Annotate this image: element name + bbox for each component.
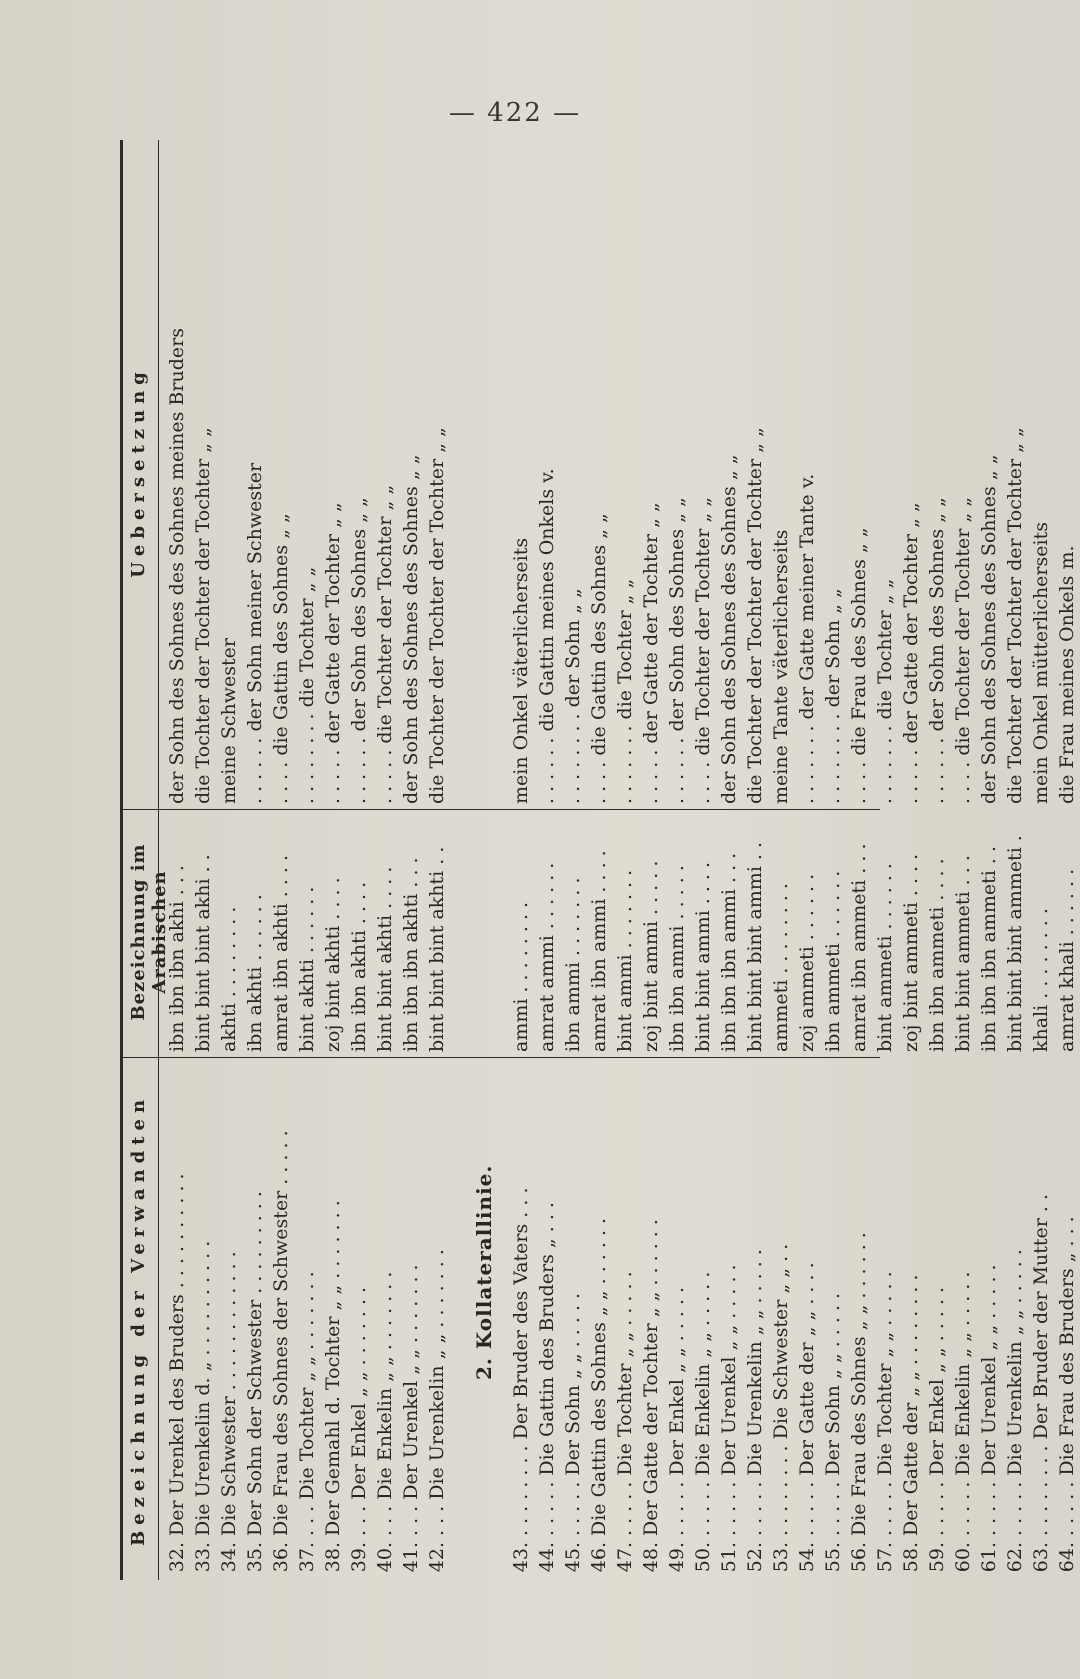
table-row [398, 140, 424, 1580]
table-row [872, 140, 898, 1580]
relative-name: Der Gatte der Tochter „ „ . . . . . . [640, 1219, 662, 1536]
translation-cell: . . . . . . . . der Sohn „ „ [562, 588, 584, 804]
translation-cell: meine Tante väterlicherseits [770, 529, 792, 804]
table-row [372, 140, 398, 1580]
table-row [1002, 140, 1028, 1580]
relative-name-cell [1054, 1060, 1080, 1580]
table-row [768, 140, 794, 1580]
relative-name: . . . . . Der Sohn „ „ . . . . . [822, 1292, 844, 1536]
translation-cell: . . . . die Tochter der Tochter „ „ [692, 496, 714, 804]
translation-cell: die Tochter der Tochter der Tochter „ „ [192, 427, 214, 804]
table-row [950, 140, 976, 1580]
row-number: 37. [296, 1542, 318, 1573]
table-row [820, 140, 846, 1580]
arabic-term-cell: ibn akhti . . . . . . [244, 894, 266, 1052]
row-number: 41. [400, 1542, 422, 1573]
relative-name-cell [534, 1060, 560, 1580]
relative-name: . . . . . Die Tochter „ „ . . . . . [874, 1271, 896, 1536]
header-relatives: Bezeichnung der Verwandten [128, 1093, 149, 1547]
arabic-term-cell: zoj bint akhti . . . . [322, 877, 344, 1052]
relative-name-cell [872, 1060, 898, 1580]
translation-cell: der Sohn des Sohnes des Sohnes „ „ [400, 454, 422, 804]
relative-name-cell [320, 1060, 346, 1580]
row-number: 54. [796, 1542, 818, 1573]
relative-name: . . . . . Der Enkel „ „ . . . . . [926, 1286, 948, 1536]
table-row [586, 140, 612, 1580]
table-row [1028, 140, 1054, 1580]
relative-name-cell [898, 1060, 924, 1580]
translation-cell: . . . . . . der Sohn des Sohnes „ „ [926, 497, 948, 804]
relative-name: Die Schwester . . . . . . . . . . . . [218, 1251, 240, 1536]
table-row [976, 140, 1002, 1580]
table-row [320, 140, 346, 1580]
arabic-term-cell: amrat ibn akhti . . . . [270, 854, 292, 1052]
row-number: 60. [952, 1542, 974, 1573]
relative-name-cell [716, 1060, 742, 1580]
row-number: 57. [874, 1542, 896, 1573]
relative-name-cell [690, 1060, 716, 1580]
relative-name-cell [950, 1060, 976, 1580]
translation-cell: mein Onkel mütterlicherseits [1030, 522, 1052, 804]
relative-name: . . . Die Urenkelin „ „ . . . . . . . [426, 1249, 448, 1536]
relative-name: . . . . . Die Tochter „ „ . . . . . [614, 1271, 636, 1536]
translation-cell: . . . . . . der Sohn meiner Schwester [244, 462, 266, 804]
relative-name: . . . . . . . . Die Schwester „ „ . . [770, 1243, 792, 1536]
translation-cell: der Sohn des Sohnes des Sohnes „ „ [978, 454, 1000, 804]
relative-name-cell [1028, 1060, 1054, 1580]
table-row [560, 140, 586, 1580]
arabic-term-cell: zoj ammeti . . . . . . [796, 873, 818, 1052]
table-top-rule [120, 140, 123, 1580]
translation-cell: . . . . die Gattin des Sohnes „ „ [588, 513, 610, 804]
translation-cell: mein Onkel väterlicherseits [510, 537, 532, 804]
translation-cell: . . . . . . . die Tochter „ „ [614, 578, 636, 804]
relative-name: . . . . . Die Urenkelin „ „ . . . . . [1004, 1249, 1026, 1536]
table-row [924, 140, 950, 1580]
relative-name: . . . . . Die Gattin des Bruders „ . . . [536, 1202, 558, 1536]
row-number: 62. [1004, 1542, 1026, 1573]
translation-cell: . . . . die Tochter der Tochter „ „ [952, 496, 974, 804]
relative-name: Der Sohn der Schwester . . . . . . . . . [244, 1191, 266, 1536]
table-row [508, 140, 534, 1580]
relative-name: . . . . . Der Gatte der „ „ . . . . [796, 1262, 818, 1536]
arabic-term-cell: bint bint akhti . . . . [374, 866, 396, 1052]
table-row [690, 140, 716, 1580]
row-number: 55. [822, 1542, 844, 1573]
row-number: 52. [744, 1542, 766, 1573]
row-number: 47. [614, 1542, 636, 1573]
table-header-rule [158, 140, 159, 1580]
relative-name: . . . . . Die Urenkelin „ „ . . . . . [744, 1249, 766, 1536]
translation-cell: . . . . die Frau des Sohnes „ „ [848, 527, 870, 804]
arabic-term-cell: ibn ibn ibn akhti . . . [400, 857, 422, 1052]
row-number: 39. [348, 1542, 370, 1573]
row-number: 51. [718, 1542, 740, 1573]
relative-name: . . . . . Die Enkelin „ „ . . . . . [952, 1271, 974, 1536]
row-number: 53. [770, 1542, 792, 1573]
relative-name-cell [768, 1060, 794, 1580]
relative-name-cell [424, 1060, 450, 1580]
row-number: 35. [244, 1542, 266, 1573]
relative-name: Die Gattin des Sohnes „ „ . . . . . . [588, 1217, 610, 1536]
table-row [190, 140, 216, 1580]
arabic-term-cell: bint akhti . . . . . . [296, 886, 318, 1052]
relative-name-cell [190, 1060, 216, 1580]
relative-name-cell [1002, 1060, 1028, 1580]
row-number: 63. [1030, 1542, 1052, 1573]
relative-name: Die Frau des Sohnes „ „ . . . . . . [848, 1232, 870, 1536]
header-translation: Uebersetzung [128, 366, 149, 578]
arabic-term-cell: ibn ibn ibn ammeti . . [978, 845, 1000, 1052]
arabic-term-cell: amrat ammi . . . . . . [536, 862, 558, 1052]
relative-name: . . . . . Der Sohn „ „ . . . . . [562, 1292, 584, 1536]
relative-name-cell [268, 1060, 294, 1580]
translation-cell: . . . . . der Gatte der Tochter „ „ [322, 502, 344, 804]
row-number: 46. [588, 1542, 610, 1573]
arabic-term-cell: amrat ibn ammi . . . . [588, 850, 610, 1052]
table-row [664, 140, 690, 1580]
arabic-term-cell: ibn ibn ammi . . . . . [666, 865, 688, 1052]
arabic-term-cell: bint bint ammeti . . . [952, 855, 974, 1052]
row-number: 45. [562, 1542, 584, 1573]
table-row [898, 140, 924, 1580]
table-row [424, 140, 450, 1580]
page-number: — 422 — [448, 98, 582, 128]
arabic-term-cell: zoj bint ammeti . . . . [900, 853, 922, 1052]
relative-name: . . . . . Der Enkel „ „ . . . . . [666, 1286, 688, 1536]
arabic-term-cell: bint ammeti . . . . . . [874, 863, 896, 1052]
row-number: 49. [666, 1542, 688, 1573]
table-row [716, 140, 742, 1580]
row-number: 58. [900, 1542, 922, 1573]
relative-name: . . . Der Enkel „ „ . . . . . . . [348, 1286, 370, 1536]
row-number: 59. [926, 1542, 948, 1573]
table-row [242, 140, 268, 1580]
arabic-term-cell: ibn ammi . . . . . . . [562, 877, 584, 1052]
relative-name: Die Urenkelin d. „ . . . . . . . . . . [192, 1240, 214, 1536]
relative-name-cell [346, 1060, 372, 1580]
row-number: 50. [692, 1542, 714, 1573]
translation-cell: . . . . . der Gatte der Tochter „ „ [900, 502, 922, 804]
arabic-term-cell: bint bint ammi . . . . [692, 861, 714, 1052]
table-row [216, 140, 242, 1580]
table-row [294, 140, 320, 1580]
table-row [164, 140, 190, 1580]
relative-name-cell [372, 1060, 398, 1580]
row-number: 34. [218, 1542, 240, 1573]
arabic-term-cell: bint bint bint ammi . . [744, 841, 766, 1052]
relative-name-cell [560, 1060, 586, 1580]
translation-cell: die Tochter der Tochter der Tochter „ „ [744, 427, 766, 804]
row-number: 33. [192, 1542, 214, 1573]
relative-name: . . . . . Die Frau des Bruders „ . . . [1056, 1216, 1078, 1536]
row-number: 36. [270, 1542, 292, 1573]
relative-name-cell [976, 1060, 1002, 1580]
relative-name-cell [612, 1060, 638, 1580]
row-number: 43. [510, 1542, 532, 1573]
table-row [534, 140, 560, 1580]
relative-name: . . . Die Enkelin „ „ . . . . . . . [374, 1271, 396, 1536]
arabic-term-cell: ammi . . . . . . . . [510, 901, 532, 1052]
translation-cell: meine Schwester [218, 638, 240, 804]
relations-table [80, 140, 1078, 1580]
relative-name: . . . . . . . . Der Bruder der Mutter . . [1030, 1193, 1052, 1536]
relative-name-cell [820, 1060, 846, 1580]
row-number: 40. [374, 1542, 396, 1573]
translation-cell: . . . . . der Gatte der Tochter „ „ [640, 502, 662, 804]
table-row [794, 140, 820, 1580]
translation-cell: der Sohn des Sohnes des Sohnes „ „ [718, 454, 740, 804]
relative-name-cell [924, 1060, 950, 1580]
arabic-term-cell: ibn ibn akhti . . . . [348, 881, 370, 1052]
arabic-term-cell: bint ammi . . . . . . . [614, 869, 636, 1052]
row-number: 61. [978, 1542, 1000, 1573]
relative-name-cell [638, 1060, 664, 1580]
relative-name-cell [586, 1060, 612, 1580]
relative-name-cell [242, 1060, 268, 1580]
row-number: 32. [166, 1542, 188, 1573]
table-row [846, 140, 872, 1580]
relative-name-cell [164, 1060, 190, 1580]
table-row [612, 140, 638, 1580]
arabic-term-cell: amrat ibn ammeti . . . [848, 843, 870, 1052]
translation-cell: der Sohn des Sohnes des Sohnes meines Bruders [166, 328, 188, 804]
relative-name-cell [508, 1060, 534, 1580]
relative-name: . . . . . Der Urenkel „ „ . . . . . [978, 1264, 1000, 1536]
row-number: 56. [848, 1542, 870, 1573]
translation-cell: . . . . . . . der Gatte meiner Tante v. [796, 473, 818, 804]
arabic-term-cell: akhti . . . . . . . . [218, 906, 240, 1052]
arabic-term-cell: khali . . . . . . . . [1030, 908, 1052, 1052]
translation-cell: . . . . . . . . die Tochter „ „ [296, 566, 318, 804]
relative-name-cell [398, 1060, 424, 1580]
table-row [268, 140, 294, 1580]
table-row [346, 140, 372, 1580]
relative-name: . . . Die Tochter „ „ . . . . . . . [296, 1271, 318, 1536]
relative-name-cell [846, 1060, 872, 1580]
relative-name-cell [294, 1060, 320, 1580]
translation-cell: . . . . die Gattin des Sohnes „ „ [270, 513, 292, 804]
translation-cell: . . . . . . der Sohn des Sohnes „ „ [666, 497, 688, 804]
table-row [1054, 140, 1080, 1580]
row-number: 38. [322, 1542, 344, 1573]
arabic-term-cell: zoj bint ammi . . . . . [640, 860, 662, 1052]
translation-cell: . . . . . . . . der Sohn „ „ [822, 588, 844, 804]
relative-name: Der Gatte der „ „ . . . . . . . . [900, 1274, 922, 1536]
arabic-term-cell: bint bint bint ammeti . [1004, 835, 1026, 1052]
translation-cell: . . . . . . . die Tochter „ „ [874, 578, 896, 804]
table-row [742, 140, 768, 1580]
arabic-term-cell: ibn ibn ammeti . . . . [926, 858, 948, 1052]
relative-name: Der Urenkel des Bruders . . . . . . . . . . [166, 1173, 188, 1536]
relative-name: . . . . . Der Urenkel „ „ . . . . . [718, 1264, 740, 1536]
arabic-term-cell: amrat khali . . . . . . [1056, 868, 1078, 1052]
arabic-term-cell: ibn ibn ibn akhi . . . [166, 865, 188, 1052]
relative-name-cell [742, 1060, 768, 1580]
header-arabic: Bezeichnung im Arabischen [128, 843, 170, 1021]
translation-cell: die Tochter der Tochter der Tochter „ „ [426, 427, 448, 804]
rotated-table-block [80, 140, 1078, 1580]
arabic-term-cell: ibn ibn ibn ammi . . . [718, 852, 740, 1052]
arabic-term-cell: ammeti . . . . . . . . [770, 883, 792, 1052]
relative-name: . . . . . Die Enkelin „ „ . . . . . [692, 1271, 714, 1536]
row-number: 44. [536, 1542, 558, 1573]
relative-name: Der Gemahl d. Tochter „ „ . . . . . . . [322, 1200, 344, 1536]
relative-name-cell [794, 1060, 820, 1580]
row-number: 64. [1056, 1542, 1078, 1573]
arabic-term-cell: ibn ammeti . . . . . . [822, 870, 844, 1052]
relative-name: Die Frau des Sohnes der Schwester . . . . . [270, 1130, 292, 1536]
translation-cell: die Tochter der Tochter der Tochter „ „ [1004, 427, 1026, 804]
translation-cell: . . . . . die Tochter der Tochter „ „ [374, 484, 396, 804]
arabic-term-cell: bint bint bint akhi . . [192, 854, 214, 1052]
relative-name-cell [216, 1060, 242, 1580]
relative-name: . . . Der Urenkel „ „ . . . . . . . [400, 1264, 422, 1536]
row-number: 42. [426, 1542, 448, 1573]
translation-cell: die Frau meines Onkels m. [1056, 545, 1078, 804]
arabic-term-cell: bint bint bint akhti . . [426, 846, 448, 1052]
relative-name: . . . . . . . . Der Bruder des Vaters . . . [510, 1187, 532, 1536]
translation-cell: . . . . . . der Sohn des Sohnes „ „ [348, 497, 370, 804]
translation-cell: . . . . . . die Gattin meines Onkels v. [536, 468, 558, 804]
row-number: 48. [640, 1542, 662, 1573]
section-heading: 2. Kollaterallinie. [472, 1164, 496, 1380]
relative-name-cell [664, 1060, 690, 1580]
table-row [638, 140, 664, 1580]
